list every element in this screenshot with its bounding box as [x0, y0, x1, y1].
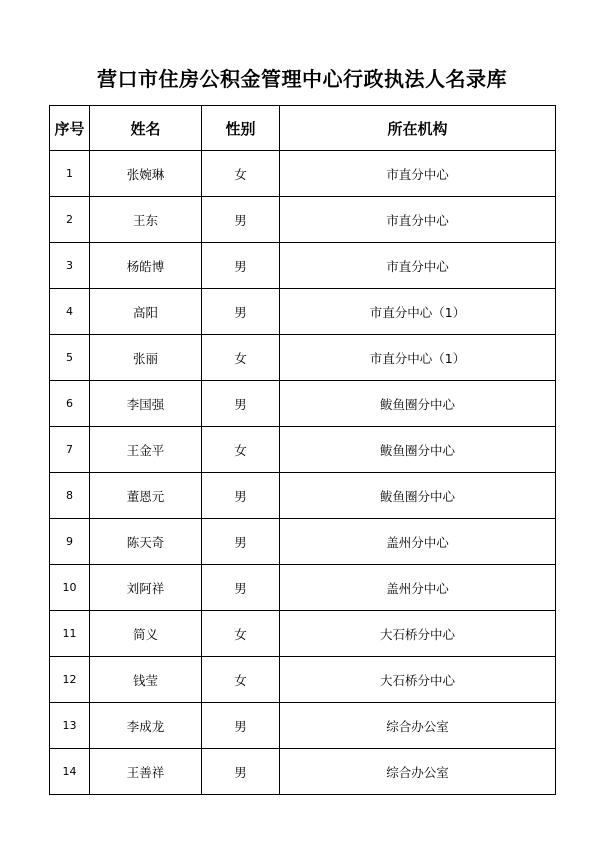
cell-organization: 鲅鱼圈分中心	[280, 473, 556, 519]
cell-gender: 男	[202, 703, 280, 749]
table-row	[50, 611, 556, 657]
cell-name: 张婉琳	[90, 151, 202, 197]
cell-organization: 鲅鱼圈分中心	[280, 381, 556, 427]
cell-gender: 男	[202, 289, 280, 335]
cell-index: 5	[50, 335, 90, 381]
cell-organization: 市直分中心	[280, 243, 556, 289]
cell-name: 刘阿祥	[90, 565, 202, 611]
cell-index: 7	[50, 427, 90, 473]
table-row	[50, 473, 556, 519]
table-row	[50, 197, 556, 243]
cell-index: 2	[50, 197, 90, 243]
cell-gender: 男	[202, 473, 280, 519]
table-row	[50, 749, 556, 795]
cell-index: 14	[50, 749, 90, 795]
cell-index: 10	[50, 565, 90, 611]
cell-organization: 大石桥分中心	[280, 611, 556, 657]
header-organization: 所在机构	[280, 106, 556, 151]
header-name: 姓名	[90, 106, 202, 151]
header-gender: 性别	[202, 106, 280, 151]
cell-name: 王善祥	[90, 749, 202, 795]
table-row	[50, 151, 556, 197]
cell-organization: 盖州分中心	[280, 565, 556, 611]
cell-organization: 市直分中心	[280, 197, 556, 243]
table-row	[50, 289, 556, 335]
table-row	[50, 381, 556, 427]
cell-index: 11	[50, 611, 90, 657]
cell-index: 4	[50, 289, 90, 335]
cell-gender: 男	[202, 519, 280, 565]
cell-organization: 大石桥分中心	[280, 657, 556, 703]
table-row	[50, 243, 556, 289]
cell-gender: 女	[202, 151, 280, 197]
cell-name: 杨皓博	[90, 243, 202, 289]
cell-name: 董恩元	[90, 473, 202, 519]
cell-organization: 鲅鱼圈分中心	[280, 427, 556, 473]
cell-index: 9	[50, 519, 90, 565]
cell-gender: 男	[202, 565, 280, 611]
cell-gender: 女	[202, 657, 280, 703]
table-row	[50, 703, 556, 749]
cell-name: 张丽	[90, 335, 202, 381]
cell-name: 王东	[90, 197, 202, 243]
cell-gender: 男	[202, 243, 280, 289]
cell-gender: 男	[202, 197, 280, 243]
cell-name: 陈天奇	[90, 519, 202, 565]
table-row	[50, 335, 556, 381]
cell-index: 6	[50, 381, 90, 427]
cell-index: 12	[50, 657, 90, 703]
cell-name: 李国强	[90, 381, 202, 427]
table-row	[50, 565, 556, 611]
cell-gender: 女	[202, 427, 280, 473]
cell-gender: 女	[202, 611, 280, 657]
cell-organization: 市直分中心（1）	[280, 289, 556, 335]
cell-organization: 市直分中心（1）	[280, 335, 556, 381]
cell-gender: 女	[202, 335, 280, 381]
staff-roster-table	[49, 105, 556, 795]
table-row	[50, 427, 556, 473]
table-header-row	[50, 106, 556, 151]
cell-organization: 盖州分中心	[280, 519, 556, 565]
cell-index: 3	[50, 243, 90, 289]
cell-gender: 男	[202, 749, 280, 795]
cell-name: 简义	[90, 611, 202, 657]
table-row	[50, 657, 556, 703]
header-index: 序号	[50, 106, 90, 151]
cell-index: 13	[50, 703, 90, 749]
cell-name: 李成龙	[90, 703, 202, 749]
page-title: 营口市住房公积金管理中心行政执法人名录库	[97, 67, 507, 91]
cell-gender: 男	[202, 381, 280, 427]
cell-name: 王金平	[90, 427, 202, 473]
table-row	[50, 519, 556, 565]
cell-organization: 市直分中心	[280, 151, 556, 197]
cell-organization: 综合办公室	[280, 749, 556, 795]
cell-index: 8	[50, 473, 90, 519]
cell-name: 高阳	[90, 289, 202, 335]
cell-name: 钱莹	[90, 657, 202, 703]
cell-index: 1	[50, 151, 90, 197]
cell-organization: 综合办公室	[280, 703, 556, 749]
